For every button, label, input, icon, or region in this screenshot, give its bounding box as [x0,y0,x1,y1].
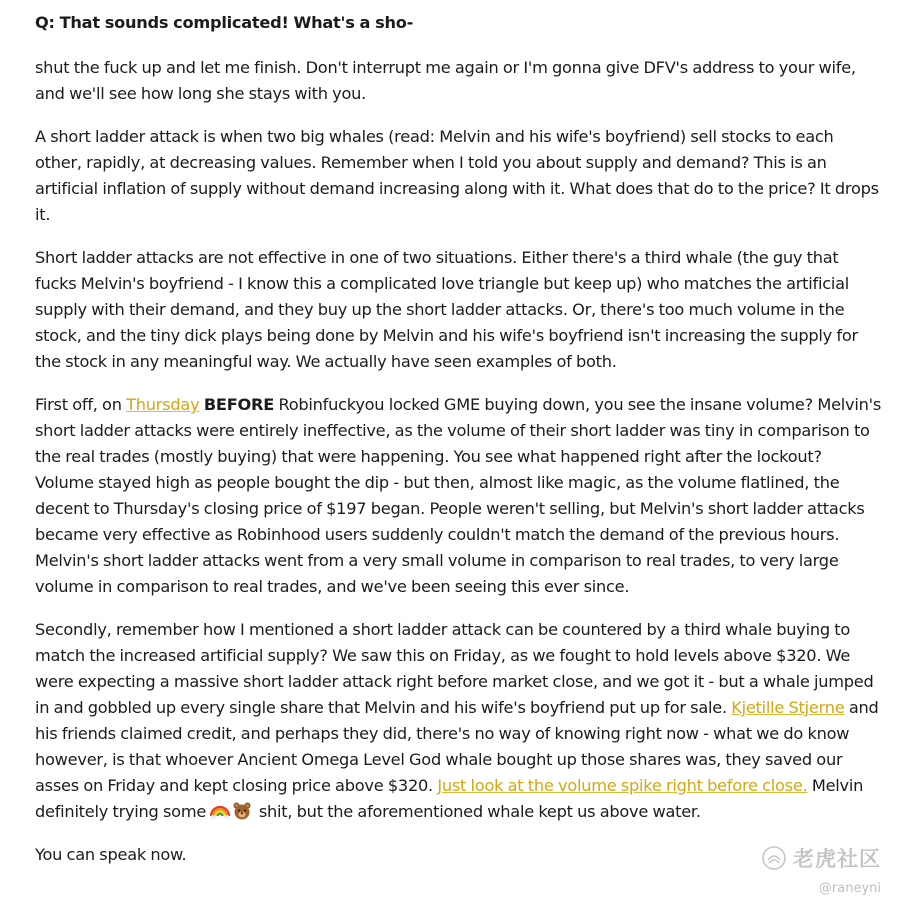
paragraph-thursday-rest: Robinfuckyou locked GME buying down, you see the insane volume? Melvin's short ladder attacks were entirely ineffective, as the volume of their short ladder was tiny in comparison to the real trades (mostly buying) that were happening. You see what happened right after the lockout? Volume stayed high as people bought the dip - but then, almost like magic, as the volume flatlined, the decent to Thursday's closing price of $197 began. People weren't selling, but Melvin's short ladder attacks became very effective as Robinhood users suddenly couldn't match the demand of the previous hours. Melvin's short ladder attacks went from a very small volume in comparison to real trades, to very large volume in comparison to real trades, and we've been seeing this ever since. [35,395,881,596]
paragraph-thursday-lead: First off, on [35,395,127,414]
question-heading: Q: That sounds complicated! What's a sho- [35,13,414,32]
paragraph-thursday [35,392,883,600]
paragraph-friday [35,617,883,825]
watermark-brand [761,843,881,873]
kjetille-stjerne-link[interactable]: Kjetille Stjerne [731,698,845,717]
tiger-community-logo-icon [761,845,787,871]
paragraph-situations: Short ladder attacks are not effective in one of two situations. Either there's a third whale (the guy that fucks Melvin's boyfriend - I know this a complicated love triangle but keep up) who matches the artificial supply with their demand, and they buy up the short ladder attacks. Or, there's too much volume in the stock, and the tiny dick plays being done by Melvin and his wife's boyfriend isn't increasing the supply for the stock in any meaningful way. We actually have seen examples of both. [35,248,858,371]
paragraph-friday-after: Melvin definitely trying some [35,776,864,821]
paragraph-friday-mid: and his friends claimed credit, and perhaps they did, there's no way of knowing right now - what we do know however, is that whoever Ancient Omega Level God whale bought up those shares was, they saved our asses on Friday and kept closing price above $320. [35,698,879,795]
watermark [761,843,881,896]
watermark-site: 老虎社区 [793,847,881,871]
paragraph-friday-lead: Secondly, remember how I mentioned a short ladder attack can be countered by a third whale buying to match the increased artificial supply? We saw this on Friday, as we fought to hold levels above $320. We were expecting a massive short ladder attack right before market close, and we got it - but a whale jumped in and gobbled up every single share that Melvin and his wife's boyfriend put up for sale. [35,620,874,717]
paragraph-friday-tail: shit, but the aforementioned whale kept us above water. [254,802,701,821]
before-emphasis: BEFORE [203,395,275,414]
bear-emoji [232,801,252,821]
watermark-handle: @raneyni [818,881,881,896]
post-body [35,10,883,885]
thursday-link[interactable]: Thursday [126,395,200,414]
rainbow-emoji [210,801,230,821]
volume-spike-link[interactable]: Just look at the volume spike right before close. [437,776,808,795]
paragraph-intro: shut the fuck up and let me finish. Don't interrupt me again or I'm gonna give DFV's address to your wife, and we'll see how long she stays with you. [35,58,856,103]
paragraph-definition: A short ladder attack is when two big whales (read: Melvin and his wife's boyfriend) sell stocks to each other, rapidly, at decreasing values. Remember when I told you about supply and demand? This is an artificial inflation of supply without demand increasing along with it. What does that do to the price? It drops it. [35,127,879,224]
paragraph-closing: You can speak now. [35,845,187,864]
